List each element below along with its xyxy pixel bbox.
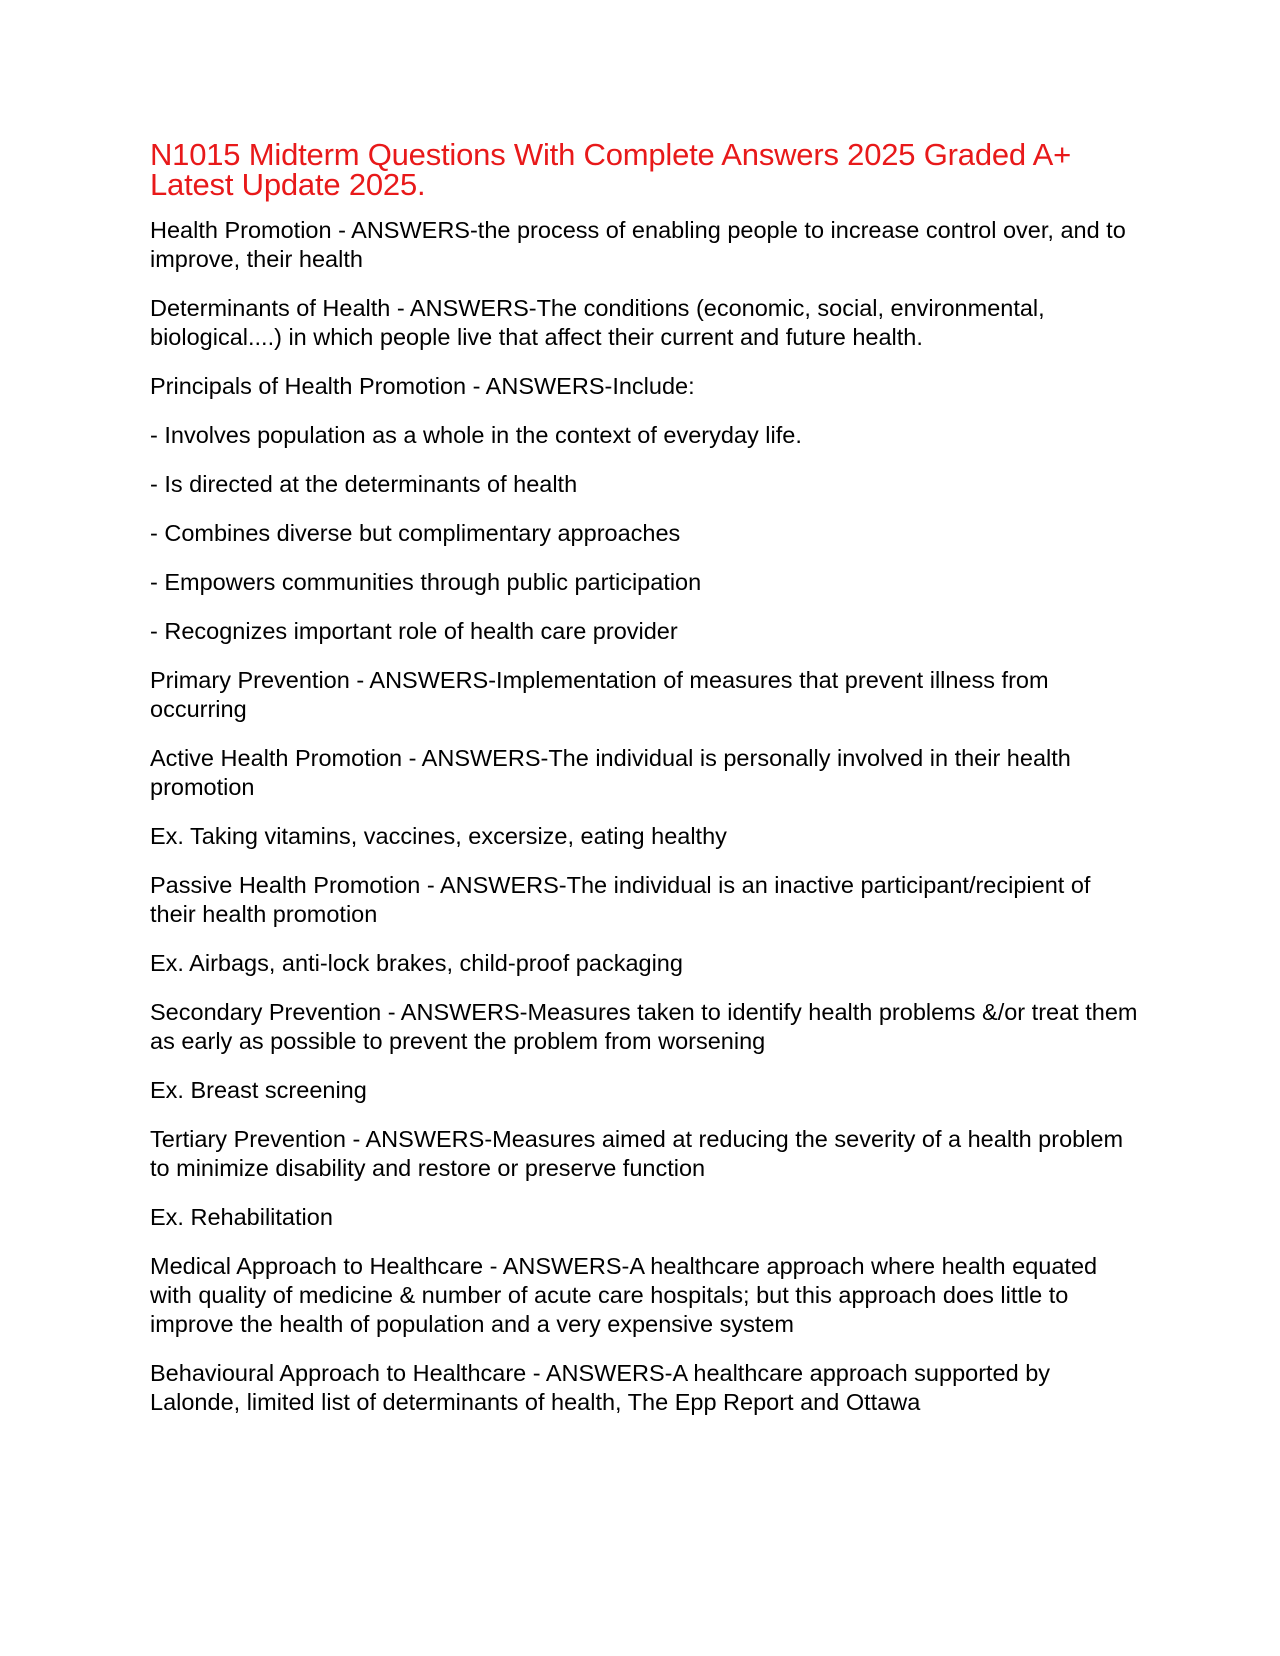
document-page (150, 137, 1144, 1437)
list-item: - Is directed at the determinants of health (150, 471, 578, 497)
entry-example: Ex. Taking vitamins, vaccines, excersize, eating healthy (150, 823, 727, 849)
entry-example: Ex. Airbags, anti-lock brakes, child-proof packaging (150, 950, 683, 976)
list-item: - Combines diverse but complimentary approaches (150, 520, 681, 546)
entry-primary-prevention: Primary Prevention - ANSWERS-Implementation of measures that prevent illness from occurring (150, 667, 1056, 722)
entry-passive-health-promotion: Passive Health Promotion - ANSWERS-The individual is an inactive participant/recipient of their health promotion (150, 872, 1097, 927)
list-item: - Involves population as a whole in the context of everyday life. (150, 422, 802, 448)
document-title: N1015 Midterm Questions With Complete Answers 2025 Graded A+ Latest Update 2025. (150, 137, 1072, 202)
entry-example: Ex. Rehabilitation (150, 1204, 333, 1230)
entry-medical-approach: Medical Approach to Healthcare - ANSWERS-A healthcare approach where health equated with quality of medicine & number of acute care hospitals; but this approach does little to improve the health of population and a very expensive system (150, 1253, 1104, 1337)
list-item: - Empowers communities through public participation (150, 569, 702, 595)
list-item: - Recognizes important role of health care provider (150, 618, 678, 644)
entry-determinants-of-health: Determinants of Health - ANSWERS-The conditions (economic, social, environmental, biological....) in which people live that affect their current and future health. (150, 295, 1052, 350)
entry-example: Ex. Breast screening (150, 1077, 367, 1103)
entry-behavioural-approach: Behavioural Approach to Healthcare - ANSWERS-A healthcare approach supported by Lalonde, limited list of determinants of health, The Epp Report and Ottawa (150, 1360, 1057, 1415)
entry-tertiary-prevention: Tertiary Prevention - ANSWERS-Measures aimed at reducing the severity of a health problem to minimize disability and restore or preserve function (150, 1126, 1130, 1181)
entry-active-health-promotion: Active Health Promotion - ANSWERS-The individual is personally involved in their health promotion (150, 745, 1078, 800)
entry-secondary-prevention: Secondary Prevention - ANSWERS-Measures taken to identify health problems &/or treat them as early as possible to prevent the problem from worsening (150, 999, 1144, 1054)
entry-health-promotion: Health Promotion - ANSWERS-the process of enabling people to increase control over, and to improve, their health (150, 217, 1133, 272)
entry-principals-of-health-promotion: Principals of Health Promotion - ANSWERS-Include: (150, 373, 695, 399)
